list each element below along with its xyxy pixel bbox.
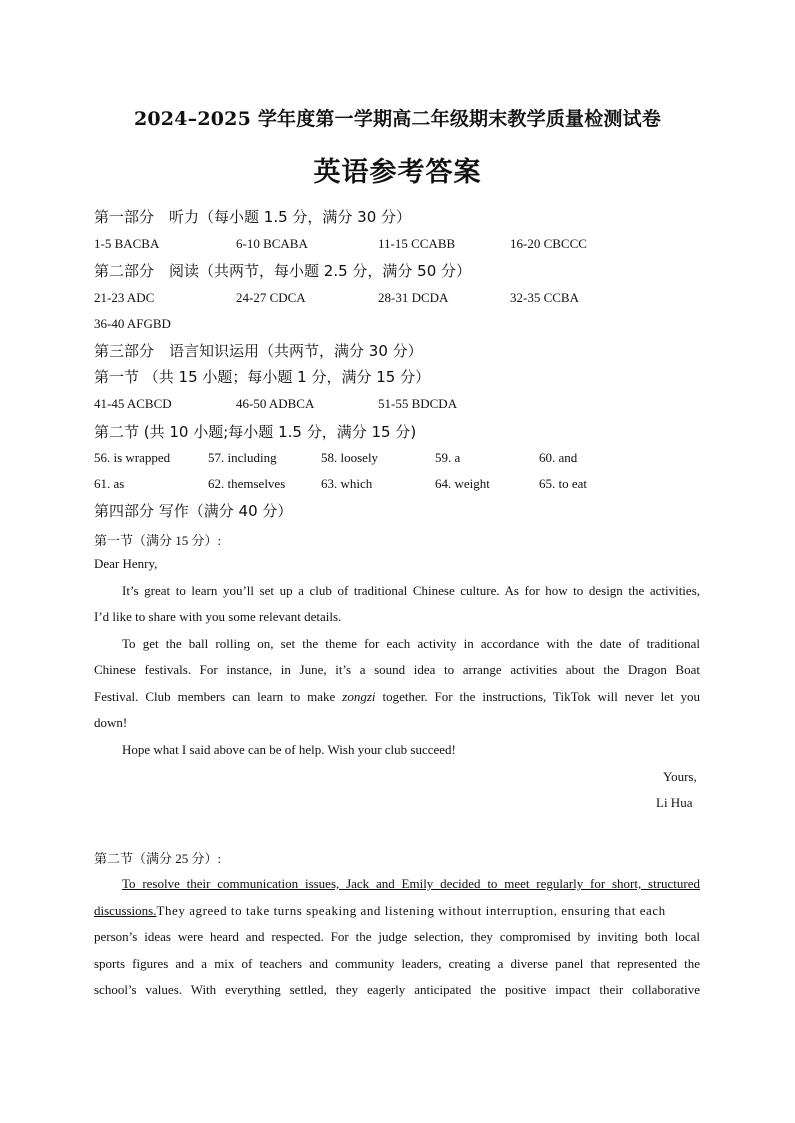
answer-group: 28-31 DCDA bbox=[378, 290, 449, 305]
answer-key-title: 英语参考答案 bbox=[313, 157, 482, 188]
answer-group: 41-45 ACBCD bbox=[94, 396, 172, 411]
letter-line: down! bbox=[94, 715, 128, 730]
part4-heading: 第四部分 写作（满分 40 分） bbox=[94, 502, 293, 520]
answer-item: 61. as bbox=[94, 476, 125, 491]
answer-group: 1-5 BACBA bbox=[94, 236, 160, 251]
answer-group: 32-35 CCBA bbox=[510, 290, 579, 305]
italic-word: zongzi bbox=[342, 689, 376, 704]
letter-signature: Li Hua bbox=[656, 795, 693, 810]
part3-section1-heading: 第一节 （共 15 小题；每小题 1 分，满分 15 分） bbox=[94, 368, 431, 386]
letter-closing: Yours, bbox=[663, 769, 697, 784]
exam-title: 2024–2025 学年度第一学期高二年级期末教学质量检测试卷 bbox=[133, 108, 662, 130]
answer-group: 36-40 AFGBD bbox=[94, 316, 171, 331]
answer-group: 11-15 CCABB bbox=[378, 236, 456, 251]
answer-item: 57. including bbox=[208, 450, 277, 465]
answer-item: 59. a bbox=[435, 450, 461, 465]
letter-line: I’d like to share with you some relevant details. bbox=[94, 609, 342, 624]
answer-group: 24-27 CDCA bbox=[236, 290, 306, 305]
essay-line: To resolve their communication issues, Jack and Emily decided to meet regularly for short, structured bbox=[122, 876, 700, 891]
essay-line: person’s ideas were heard and respected. For the judge selection, they compromised by inviting both local bbox=[94, 929, 700, 944]
answer-group: 46-50 ADBCA bbox=[236, 396, 315, 411]
answer-item: 62. themselves bbox=[208, 476, 286, 491]
essay-underlined-text: discussions. bbox=[94, 903, 157, 918]
answer-group: 16-20 CBCCC bbox=[510, 236, 587, 251]
essay-line: sports figures and a mix of teachers and community leaders, creating a diverse panel that represented the bbox=[94, 956, 700, 971]
letter-line: Chinese festivals. For instance, in June, it’s a sound idea to arrange activities about the Dragon Boat bbox=[94, 662, 700, 677]
part3-section2-heading: 第二节 (共 10 小题;每小题 1.5 分，满分 15 分) bbox=[94, 423, 417, 441]
essay-line: school’s values. With everything settled, they eagerly anticipated the positive impact their collaborative bbox=[94, 982, 700, 997]
letter-salutation: Dear Henry, bbox=[94, 556, 158, 571]
part1-heading: 第一部分 听力（每小题 1.5 分，满分 30 分） bbox=[94, 208, 412, 226]
part4-section1-label: 第一节（满分 15 分）: bbox=[94, 533, 222, 548]
answer-item: 64. weight bbox=[435, 476, 490, 491]
answer-item: 65. to eat bbox=[539, 476, 588, 491]
part4-section2-label: 第二节（满分 25 分）: bbox=[94, 851, 222, 866]
answer-group: 21-23 ADC bbox=[94, 290, 155, 305]
part3-heading: 第三部分 语言知识运用（共两节，满分 30 分） bbox=[94, 342, 423, 360]
answer-item: 56. is wrapped bbox=[94, 450, 171, 465]
letter-line: Festival. Club members can learn to make zongzi together. For the instructions, TikTok will never let you bbox=[94, 689, 701, 704]
letter-line: To get the ball rolling on, set the theme for each activity in accordance with the date of traditional bbox=[122, 636, 700, 651]
part2-heading: 第二部分 阅读（共两节，每小题 2.5 分，满分 50 分） bbox=[94, 262, 472, 280]
answer-item: 63. which bbox=[321, 476, 373, 491]
answer-item: 58. loosely bbox=[321, 450, 379, 465]
letter-line: Hope what I said above can be of help. Wish your club succeed! bbox=[122, 742, 456, 757]
letter-line: It’s great to learn you’ll set up a club of traditional Chinese culture. As for how to design the activities, bbox=[122, 583, 700, 598]
answer-item: 60. and bbox=[539, 450, 578, 465]
answer-group: 6-10 BCABA bbox=[236, 236, 308, 251]
essay-line: discussions.They agreed to take turns speaking and listening without interruption, ensuring that each bbox=[94, 903, 666, 918]
answer-group: 51-55 BDCDA bbox=[378, 396, 458, 411]
